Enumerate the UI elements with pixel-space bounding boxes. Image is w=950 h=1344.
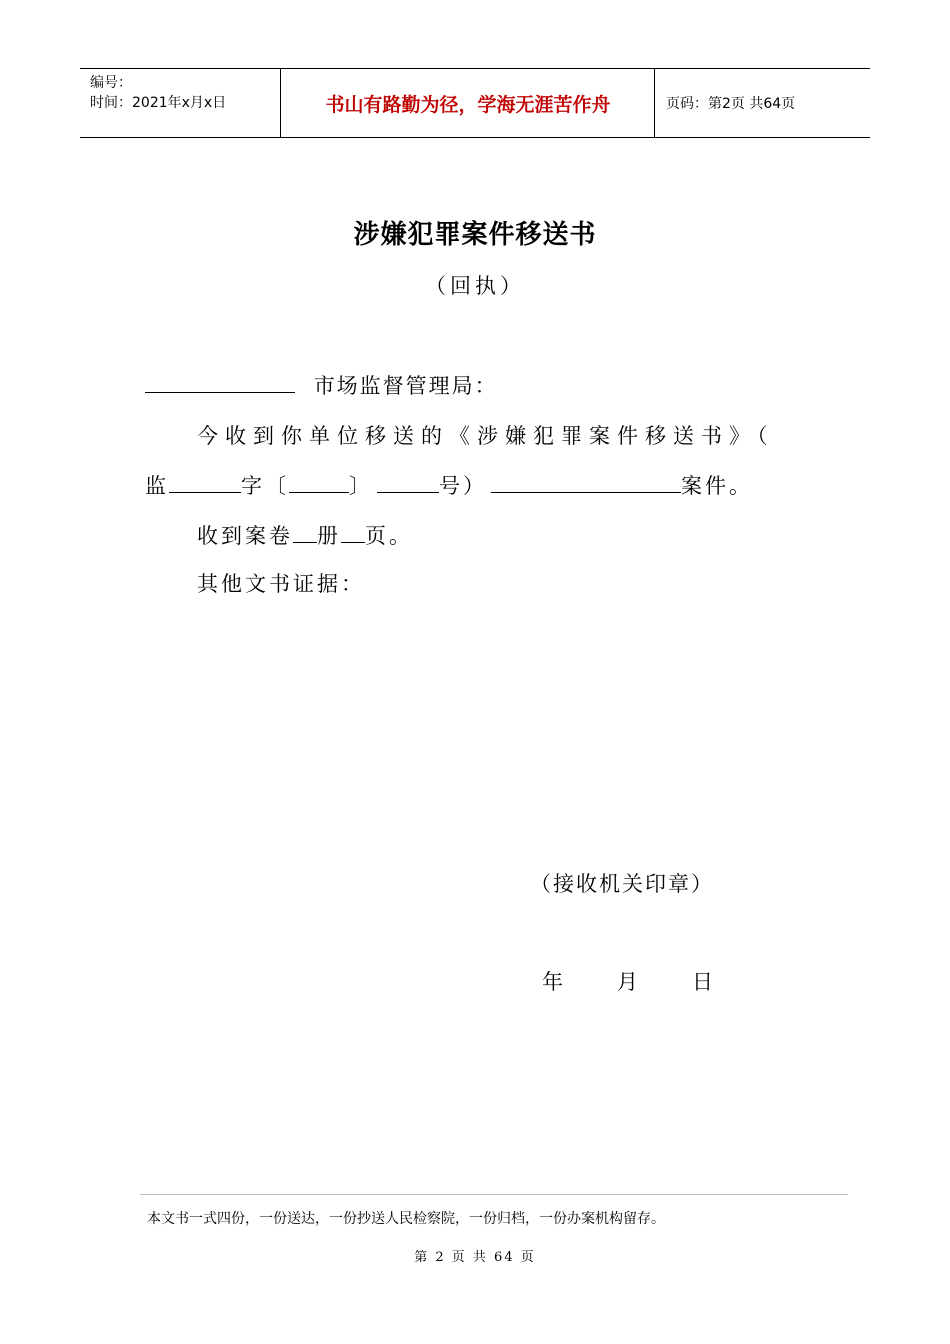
- time-label: 时间：2021年x月x日: [90, 95, 227, 111]
- files-text-1: 收到案卷: [197, 524, 293, 548]
- header-divider: [280, 69, 281, 137]
- number-label: 编号：: [90, 75, 132, 91]
- date-month: 月: [617, 970, 638, 994]
- date-year: 年: [542, 970, 563, 994]
- header-table: [80, 68, 870, 138]
- page-number: 第 2 页 共 64 页: [414, 1250, 536, 1265]
- ref-blank-year[interactable]: [289, 470, 349, 493]
- date-day: 日: [692, 970, 713, 994]
- files-text-3: 页。: [365, 524, 413, 548]
- ref-case: 案件。: [681, 474, 753, 498]
- footer-divider: [140, 1194, 848, 1195]
- date-line: [542, 966, 713, 996]
- other-evidence-label: 其他文书证据：: [197, 572, 365, 596]
- ref-prefix: 监: [145, 474, 169, 498]
- addressee-suffix: 市场监督管理局：: [313, 374, 498, 398]
- files-blank-volumes[interactable]: [293, 520, 317, 543]
- ref-zi: 字: [241, 474, 265, 498]
- header-meta: [90, 73, 226, 113]
- agency-blank[interactable]: [145, 370, 295, 393]
- header-motto: 书山有路勤为径，学海无涯苦作舟: [325, 93, 611, 116]
- files-text-2: 册: [317, 524, 341, 548]
- ref-blank-case[interactable]: [491, 470, 681, 493]
- addressee-line: [145, 370, 498, 400]
- footer-note: 本文书一式四份，一份送达，一份抄送人民检察院，一份归档，一份办案机构留存。: [147, 1211, 665, 1227]
- ref-bracket-close: 〕: [349, 474, 373, 498]
- files-line: [197, 520, 413, 550]
- ref-bracket-open: 〔: [265, 474, 289, 498]
- ref-blank-1[interactable]: [169, 470, 241, 493]
- header-divider: [654, 69, 655, 137]
- header-page-info: 页码：第2页 共64页: [666, 96, 796, 112]
- document-subtitle: （回执）: [425, 274, 525, 298]
- ref-hao: 号）: [439, 474, 487, 498]
- ref-blank-number[interactable]: [377, 470, 439, 493]
- seal-label: （接收机关印章）: [530, 872, 714, 896]
- reference-line: [145, 470, 753, 500]
- body-line-1: 今收到你单位移送的《涉嫌犯罪案件移送书》（: [197, 424, 775, 448]
- files-blank-pages[interactable]: [341, 520, 365, 543]
- document-title: 涉嫌犯罪案件移送书: [353, 220, 597, 250]
